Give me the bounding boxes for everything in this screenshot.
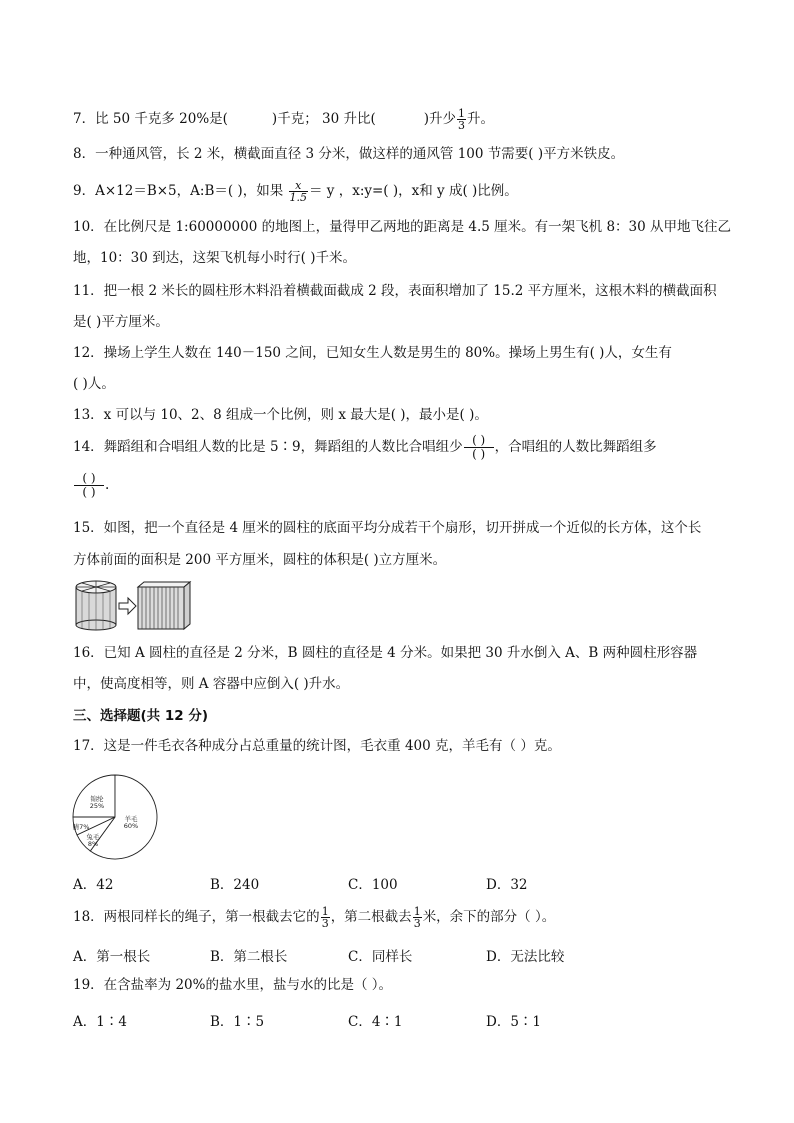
question-11-line-1: 11．把一根 2 米长的圆柱形木料沿着横截面截成 2 段，表面积增加了 15.2 平方厘米，这根木料的横截面积 (73, 283, 717, 299)
q17-option-c[interactable]: C．100 (348, 877, 398, 893)
question-19: 19．在含盐率为 20%的盐水里，盐与水的比是（ ）。 (73, 977, 393, 993)
wool-composition-pie-chart (68, 773, 162, 861)
q18-text-c: 米，余下的部分（ ）。 (422, 909, 556, 925)
q7-fraction: $\frac{1}{3}$ (458, 107, 465, 132)
cylinder-to-cuboid-figure (74, 579, 192, 631)
pie-label-2: 羊毛 60% (123, 815, 139, 830)
question-17: 17．这是一件毛衣各种成分占总重量的统计图，毛衣重 400 克，羊毛有（ ）克。 (73, 738, 561, 754)
q17-option-b[interactable]: B．240 (210, 877, 260, 893)
q14-text-a: 14．舞蹈组和合唱组人数的比是 5∶9，舞蹈组的人数比合唱组少 (73, 439, 463, 455)
pie-label-1: 锦纶 25% (89, 795, 105, 810)
question-8: 8．一种通风管，长 2 米，横截面直径 3 分米，做这样的通风管 100 节需要( )平方米铁皮。 (73, 146, 625, 162)
q19-option-c[interactable]: C．4∶1 (348, 1014, 403, 1030)
q18-text-b: ，第二根截去 (330, 909, 412, 925)
question-10-line-1: 10．在比例尺是 1:60000000 的地图上，量得甲乙两地的距离是 4.5 厘米。有一架飞机 8：30 从甲地飞往乙 (73, 219, 732, 235)
question-15-line-1: 15．如图，把一个直径是 4 厘米的圆柱的底面平均分成若干个扇形，切开拼成一个近似的长方体，这个长 (73, 520, 702, 536)
q9-text-a: 9．A×12＝B×5，A:B＝( )，如果 (73, 183, 284, 199)
question-7 (73, 108, 494, 131)
q18-option-b[interactable]: B．第二根长 (210, 949, 288, 965)
q18-text-a: 18．两根同样长的绳子，第一根截去它的 (73, 909, 320, 925)
question-14-continued (73, 472, 109, 499)
q9-text-b: ＝ y ，x:y=( )，x和 y 成( )比例。 (309, 183, 518, 199)
right-arrow-icon (119, 598, 136, 614)
q18-option-c[interactable]: C．同样长 (348, 949, 413, 965)
section-3-heading: 三、选择题(共 12 分) (73, 708, 209, 724)
q14-blank-fraction-2: $\frac{( )}{( )}$ (74, 472, 104, 499)
question-15-line-2: 方体前面的面积是 200 平方厘米，圆柱的体积是( )立方厘米。 (73, 552, 447, 568)
q19-option-a[interactable]: A．1∶4 (73, 1014, 127, 1030)
q18-fraction-1: $\frac{1}{3}$ (321, 905, 329, 930)
q18-option-a[interactable]: A．第一根长 (73, 949, 151, 965)
q7-text-a: 7．比 50 千克多 20%是( (73, 111, 228, 127)
question-18 (73, 906, 555, 929)
cuboid-icon (138, 582, 190, 629)
question-12-line-2: ( )人。 (73, 376, 115, 392)
q17-option-a[interactable]: A．42 (73, 877, 114, 893)
q7-text-c: )升少 (423, 111, 456, 127)
q19-option-b[interactable]: B．1∶5 (210, 1014, 265, 1030)
q14-end: . (105, 477, 110, 493)
q18-fraction-2: $\frac{1}{3}$ (413, 905, 421, 930)
q17-option-d[interactable]: D．32 (486, 877, 528, 893)
question-9 (73, 180, 518, 203)
question-16-line-1: 16．已知 A 圆柱的直径是 2 分米，B 圆柱的直径是 4 分米。如果把 30 升水倒入 A、B 两种圆柱形容器 (73, 645, 698, 661)
q14-blank-fraction-1: $\frac{( )}{( )}$ (464, 434, 494, 461)
q18-option-d[interactable]: D．无法比较 (486, 949, 565, 965)
question-12-line-1: 12．操场上学生人数在 140－150 之间，已知女生人数是男生的 80%。操场上男生有( )人，女生有 (73, 345, 672, 361)
pie-label-4: 腈7% (72, 823, 90, 831)
q7-text-d: 升。 (467, 111, 494, 127)
question-11-line-2: 是( )平方厘米。 (73, 314, 169, 330)
question-16-line-2: 中，使高度相等，则 A 容器中应倒入( )升水。 (73, 676, 350, 692)
cylinder-icon (76, 581, 116, 630)
q14-text-b: ，合唱组的人数比舞蹈组多 (494, 439, 657, 455)
question-14 (73, 434, 657, 461)
q9-fraction: $\frac{x}{1.5}$ (289, 179, 307, 204)
question-13: 13．x 可以与 10、2、8 组成一个比例，则 x 最大是( )，最小是( )。 (73, 407, 488, 423)
question-10-line-2: 地，10：30 到达，这架飞机每小时行( )千米。 (73, 250, 356, 266)
q7-text-b: )千克； 30 升比( (271, 111, 376, 127)
pie-label-3: 兔毛 8% (86, 833, 100, 848)
q19-option-d[interactable]: D．5∶1 (486, 1014, 542, 1030)
